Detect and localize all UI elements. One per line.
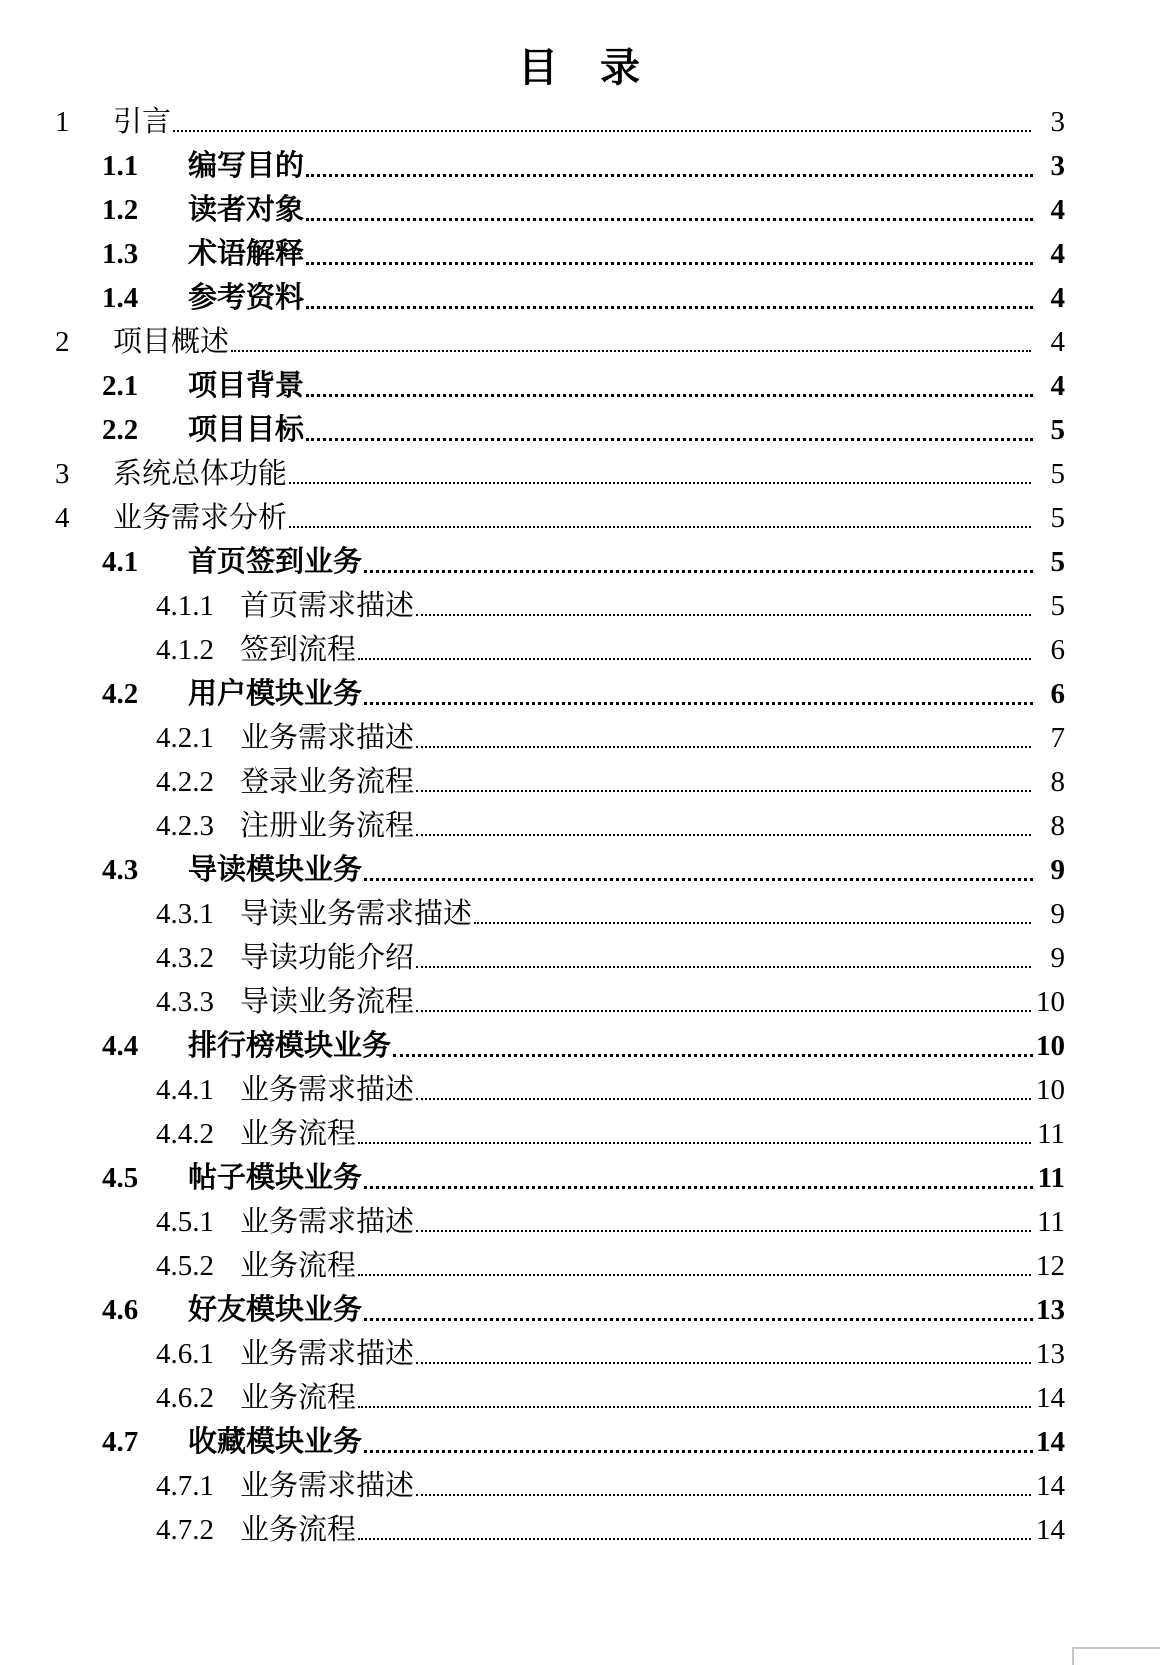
toc-entry-page: 9 bbox=[1050, 853, 1065, 886]
toc-entry-title: 引言 bbox=[113, 105, 172, 138]
toc-entry-title: 排行榜模块业务 bbox=[188, 1029, 392, 1062]
toc-entry-title: 业务需求描述 bbox=[240, 721, 415, 754]
toc-entry-title: 好友模块业务 bbox=[188, 1293, 363, 1326]
toc-entry-page: 5 bbox=[1050, 501, 1065, 534]
toc-row[interactable] bbox=[0, 672, 1160, 716]
toc-row[interactable] bbox=[0, 408, 1160, 452]
toc-entry-page: 5 bbox=[1050, 413, 1065, 446]
toc-entry-number: 1 bbox=[55, 105, 70, 138]
toc-entry-number: 4.2.2 bbox=[156, 765, 214, 798]
toc-row[interactable] bbox=[0, 584, 1160, 628]
toc-entry-title: 项目目标 bbox=[188, 413, 305, 446]
toc-row[interactable] bbox=[0, 804, 1160, 848]
toc-entry-page: 14 bbox=[1036, 1381, 1065, 1414]
toc-row[interactable] bbox=[0, 936, 1160, 980]
toc-entry-page: 4 bbox=[1050, 369, 1065, 402]
toc-entry-page: 10 bbox=[1036, 1029, 1065, 1062]
toc-list bbox=[0, 100, 1160, 1552]
toc-row[interactable] bbox=[0, 980, 1160, 1024]
toc-entry-number: 2.1 bbox=[102, 369, 139, 402]
toc-entry-title: 业务流程 bbox=[240, 1381, 357, 1414]
toc-entry-page: 14 bbox=[1036, 1469, 1065, 1502]
toc-entry-title: 参考资料 bbox=[188, 281, 305, 314]
dot-leader bbox=[416, 1010, 1031, 1012]
dot-leader bbox=[364, 702, 1033, 705]
toc-entry-number: 4.4 bbox=[102, 1029, 139, 1062]
toc-entry-page: 10 bbox=[1036, 985, 1065, 1018]
dot-leader bbox=[306, 394, 1033, 397]
toc-row[interactable] bbox=[0, 452, 1160, 496]
toc-entry-number: 4.5.1 bbox=[156, 1205, 214, 1238]
toc-entry-title: 导读功能介绍 bbox=[240, 941, 415, 974]
toc-entry-number: 1.2 bbox=[102, 193, 139, 226]
toc-row[interactable] bbox=[0, 276, 1160, 320]
toc-entry-page: 11 bbox=[1037, 1117, 1065, 1150]
toc-entry-number: 4.3.3 bbox=[156, 985, 214, 1018]
dot-leader bbox=[306, 438, 1033, 441]
dot-leader bbox=[416, 1098, 1031, 1100]
toc-entry-page: 9 bbox=[1050, 941, 1065, 974]
toc-row[interactable] bbox=[0, 1464, 1160, 1508]
dot-leader bbox=[364, 1318, 1033, 1321]
dot-leader bbox=[416, 1230, 1031, 1232]
dot-leader bbox=[416, 746, 1031, 748]
toc-entry-number: 4.3 bbox=[102, 853, 139, 886]
dot-leader bbox=[416, 1362, 1031, 1364]
toc-entry-title: 业务需求描述 bbox=[240, 1337, 415, 1370]
dot-leader bbox=[358, 658, 1031, 660]
toc-entry-title: 帖子模块业务 bbox=[188, 1161, 363, 1194]
toc-entry-page: 13 bbox=[1036, 1337, 1065, 1370]
toc-entry-number: 2.2 bbox=[102, 413, 139, 446]
toc-entry-title: 业务需求描述 bbox=[240, 1469, 415, 1502]
toc-row[interactable] bbox=[0, 1024, 1160, 1068]
toc-row[interactable] bbox=[0, 716, 1160, 760]
toc-row[interactable] bbox=[0, 760, 1160, 804]
toc-entry-number: 4.7.2 bbox=[156, 1513, 214, 1546]
dot-leader bbox=[306, 262, 1033, 265]
dot-leader bbox=[364, 1186, 1033, 1189]
toc-entry-number: 4.2.1 bbox=[156, 721, 214, 754]
toc-entry-number: 4.2.3 bbox=[156, 809, 214, 842]
toc-entry-number: 4.6.2 bbox=[156, 1381, 214, 1414]
toc-row[interactable] bbox=[0, 628, 1160, 672]
toc-entry-number: 4.6 bbox=[102, 1293, 139, 1326]
toc-entry-page: 10 bbox=[1036, 1073, 1065, 1106]
dot-leader bbox=[358, 1406, 1031, 1408]
toc-entry-number: 4.1.2 bbox=[156, 633, 214, 666]
toc-entry-page: 6 bbox=[1050, 677, 1065, 710]
toc-entry-title: 术语解释 bbox=[188, 237, 305, 270]
toc-row[interactable] bbox=[0, 1200, 1160, 1244]
toc-row[interactable] bbox=[0, 1112, 1160, 1156]
toc-entry-title: 编写目的 bbox=[188, 149, 305, 182]
toc-row[interactable] bbox=[0, 1156, 1160, 1200]
dot-leader bbox=[306, 174, 1033, 177]
dot-leader bbox=[358, 1274, 1031, 1276]
toc-row[interactable] bbox=[0, 144, 1160, 188]
toc-entry-page: 3 bbox=[1050, 105, 1065, 138]
toc-row[interactable] bbox=[0, 540, 1160, 584]
toc-row[interactable] bbox=[0, 1244, 1160, 1288]
toc-entry-number: 4 bbox=[55, 501, 70, 534]
toc-row[interactable] bbox=[0, 364, 1160, 408]
toc-entry-title: 注册业务流程 bbox=[240, 809, 415, 842]
toc-entry-number: 4.4.1 bbox=[156, 1073, 214, 1106]
toc-row[interactable] bbox=[0, 232, 1160, 276]
toc-entry-title: 项目概述 bbox=[113, 325, 230, 358]
toc-entry-page: 4 bbox=[1050, 193, 1065, 226]
toc-entry-title: 项目背景 bbox=[188, 369, 305, 402]
toc-entry-title: 业务需求描述 bbox=[240, 1205, 415, 1238]
dot-leader bbox=[358, 1142, 1031, 1144]
toc-row[interactable] bbox=[0, 1288, 1160, 1332]
toc-entry-page: 11 bbox=[1037, 1161, 1065, 1194]
toc-entry-number: 4.3.2 bbox=[156, 941, 214, 974]
toc-entry-title: 导读模块业务 bbox=[188, 853, 363, 886]
toc-entry-page: 6 bbox=[1050, 633, 1065, 666]
toc-entry-page: 14 bbox=[1036, 1513, 1065, 1546]
toc-entry-title: 签到流程 bbox=[240, 633, 357, 666]
dot-leader bbox=[173, 130, 1031, 132]
toc-entry-page: 5 bbox=[1050, 589, 1065, 622]
toc-entry-title: 业务流程 bbox=[240, 1117, 357, 1150]
dot-leader bbox=[289, 526, 1031, 528]
dot-leader bbox=[364, 1450, 1033, 1453]
toc-row[interactable] bbox=[0, 1068, 1160, 1112]
toc-entry-number: 4.1.1 bbox=[156, 589, 214, 622]
toc-entry-page: 3 bbox=[1050, 149, 1065, 182]
dot-leader bbox=[306, 306, 1033, 309]
dot-leader bbox=[364, 570, 1033, 573]
toc-entry-number: 4.7.1 bbox=[156, 1469, 214, 1502]
toc-row[interactable] bbox=[0, 100, 1160, 144]
toc-entry-number: 2 bbox=[55, 325, 70, 358]
toc-entry-number: 4.1 bbox=[102, 545, 139, 578]
toc-row[interactable] bbox=[0, 1420, 1160, 1464]
dot-leader bbox=[393, 1054, 1033, 1057]
toc-row[interactable] bbox=[0, 892, 1160, 936]
toc-entry-number: 4.6.1 bbox=[156, 1337, 214, 1370]
toc-entry-number: 4.2 bbox=[102, 677, 139, 710]
toc-entry-title: 收藏模块业务 bbox=[188, 1425, 363, 1458]
dot-leader bbox=[358, 1538, 1031, 1540]
dot-leader bbox=[416, 834, 1031, 836]
corner-box-artifact bbox=[1072, 1647, 1160, 1665]
toc-entry-number: 1.1 bbox=[102, 149, 139, 182]
toc-entry-title: 业务需求描述 bbox=[240, 1073, 415, 1106]
dot-leader bbox=[416, 966, 1031, 968]
toc-entry-title: 导读业务流程 bbox=[240, 985, 415, 1018]
toc-row[interactable] bbox=[0, 1508, 1160, 1552]
toc-entry-page: 12 bbox=[1036, 1249, 1065, 1282]
toc-entry-page: 13 bbox=[1036, 1293, 1065, 1326]
toc-entry-title: 登录业务流程 bbox=[240, 765, 415, 798]
toc-row[interactable] bbox=[0, 848, 1160, 892]
dot-leader bbox=[289, 482, 1031, 484]
toc-entry-number: 1.4 bbox=[102, 281, 139, 314]
dot-leader bbox=[416, 614, 1031, 616]
toc-entry-number: 1.3 bbox=[102, 237, 139, 270]
toc-row[interactable] bbox=[0, 496, 1160, 540]
toc-entry-title: 业务流程 bbox=[240, 1513, 357, 1546]
dot-leader bbox=[474, 922, 1031, 924]
dot-leader bbox=[306, 218, 1033, 221]
toc-entry-title: 首页签到业务 bbox=[188, 545, 363, 578]
toc-entry-page: 11 bbox=[1037, 1205, 1065, 1238]
toc-entry-number: 4.4.2 bbox=[156, 1117, 214, 1150]
toc-entry-title: 首页需求描述 bbox=[240, 589, 415, 622]
toc-entry-page: 5 bbox=[1050, 457, 1065, 490]
toc-entry-title: 用户模块业务 bbox=[188, 677, 363, 710]
dot-leader bbox=[364, 878, 1033, 881]
toc-entry-page: 8 bbox=[1050, 765, 1065, 798]
toc-entry-page: 8 bbox=[1050, 809, 1065, 842]
toc-entry-title: 导读业务需求描述 bbox=[240, 897, 473, 930]
dot-leader bbox=[416, 1494, 1031, 1496]
toc-entry-page: 4 bbox=[1050, 237, 1065, 270]
toc-row[interactable] bbox=[0, 320, 1160, 364]
dot-leader bbox=[416, 790, 1031, 792]
toc-entry-page: 14 bbox=[1036, 1425, 1065, 1458]
toc-entry-page: 7 bbox=[1050, 721, 1065, 754]
toc-row[interactable] bbox=[0, 1376, 1160, 1420]
toc-entry-title: 读者对象 bbox=[188, 193, 305, 226]
toc-entry-number: 4.5 bbox=[102, 1161, 139, 1194]
toc-entry-title: 业务需求分析 bbox=[113, 501, 288, 534]
toc-entry-number: 4.5.2 bbox=[156, 1249, 214, 1282]
toc-row[interactable] bbox=[0, 188, 1160, 232]
toc-entry-page: 4 bbox=[1050, 281, 1065, 314]
dot-leader bbox=[231, 350, 1031, 352]
toc-entry-page: 9 bbox=[1050, 897, 1065, 930]
toc-entry-number: 3 bbox=[55, 457, 70, 490]
toc-entry-title: 系统总体功能 bbox=[113, 457, 288, 490]
toc-entry-number: 4.7 bbox=[102, 1425, 139, 1458]
toc-entry-page: 4 bbox=[1050, 325, 1065, 358]
toc-row[interactable] bbox=[0, 1332, 1160, 1376]
toc-title: 目 录 bbox=[518, 45, 642, 90]
toc-entry-page: 5 bbox=[1050, 545, 1065, 578]
toc-entry-title: 业务流程 bbox=[240, 1249, 357, 1282]
toc-entry-number: 4.3.1 bbox=[156, 897, 214, 930]
